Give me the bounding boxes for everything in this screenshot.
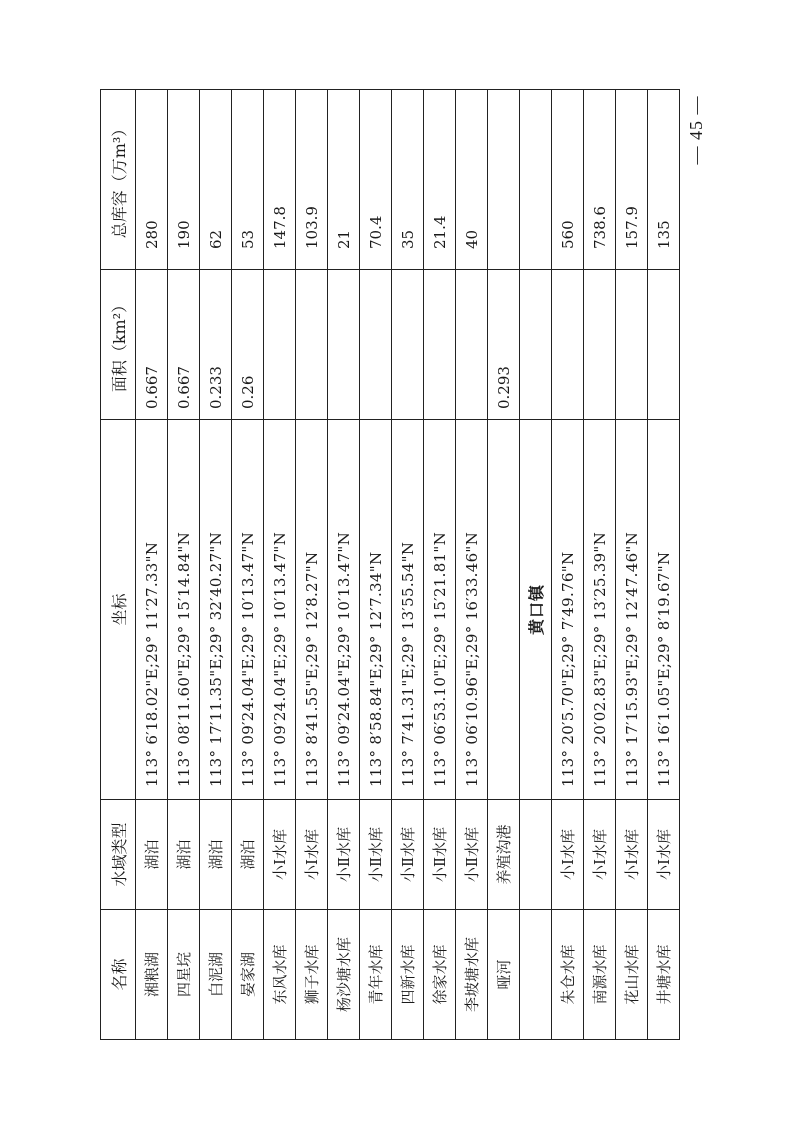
table-row [328,90,360,1040]
cell-coord: 113° 09′24.04"E;29° 10′13.47"N [232,420,264,800]
cell-type: 小Ⅱ水库 [328,800,360,910]
cell-name: 四新水库 [392,910,424,1040]
water-body-table [100,89,680,1040]
cell-area [648,270,680,420]
cell-capacity: 560 [552,90,584,270]
town-header: 黄口镇 [520,420,552,800]
table-row [296,90,328,1040]
cell-capacity: 70.4 [360,90,392,270]
cell-name: 徐家水库 [424,910,456,1040]
table-header-row [101,90,136,1040]
cell-name: 狮子水库 [296,910,328,1040]
table-row [488,90,520,1040]
cell-type: 养殖沟港 [488,800,520,910]
cell-capacity: 280 [136,90,168,270]
cell-name: 井塘水库 [648,910,680,1040]
town-blank-cell [520,800,552,910]
page-number: — 45 — [686,95,706,165]
cell-type: 小Ⅰ水库 [584,800,616,910]
table-row [424,90,456,1040]
table-row [200,90,232,1040]
cell-capacity: 35 [392,90,424,270]
cell-area: 0.293 [488,270,520,420]
cell-name: 朱仓水库 [552,910,584,1040]
town-blank-cell [520,90,552,270]
cell-area: 0.667 [136,270,168,420]
cell-type: 湖泊 [232,800,264,910]
cell-coord: 113° 09′24.04"E;29° 10′13.47"N [328,420,360,800]
cell-capacity: 40 [456,90,488,270]
table-row [264,90,296,1040]
cell-type: 小Ⅱ水库 [424,800,456,910]
cell-capacity: 190 [168,90,200,270]
cell-coord: 113° 17′11.35"E;29° 32′40.27"N [200,420,232,800]
cell-capacity: 62 [200,90,232,270]
town-header-row [520,90,552,1040]
rotated-table-container [100,90,673,1040]
cell-type: 小Ⅰ水库 [296,800,328,910]
cell-coord: 113° 17′15.93"E;29° 12′47.46"N [616,420,648,800]
cell-capacity: 103.9 [296,90,328,270]
table-row [392,90,424,1040]
table-row [648,90,680,1040]
cell-name: 李坡塘水库 [456,910,488,1040]
table-row [616,90,648,1040]
cell-type: 小Ⅱ水库 [456,800,488,910]
cell-area [360,270,392,420]
rows-after [552,90,680,1040]
cell-capacity: 157.9 [616,90,648,270]
cell-area: 0.233 [200,270,232,420]
cell-name: 四星垸 [168,910,200,1040]
table-row [232,90,264,1040]
cell-area [552,270,584,420]
cell-area [264,270,296,420]
table-row [360,90,392,1040]
cell-coord: 113° 8′41.55"E;29° 12′8.27"N [296,420,328,800]
cell-type: 小Ⅰ水库 [648,800,680,910]
header-area: 面积（km²） [101,270,136,420]
cell-name: 东风水库 [264,910,296,1040]
header-name: 名称 [101,910,136,1040]
cell-coord: 113° 06′10.96"E;29° 16′33.46"N [456,420,488,800]
cell-name: 白泥湖 [200,910,232,1040]
cell-capacity: 53 [232,90,264,270]
cell-area [392,270,424,420]
cell-area: 0.26 [232,270,264,420]
cell-area [616,270,648,420]
cell-name: 南源水库 [584,910,616,1040]
cell-type: 小Ⅱ水库 [392,800,424,910]
cell-area [456,270,488,420]
town-blank-cell [520,270,552,420]
cell-type: 湖泊 [168,800,200,910]
cell-type: 湖泊 [200,800,232,910]
table-row [552,90,584,1040]
cell-capacity: 21.4 [424,90,456,270]
cell-coord: 113° 6′18.02"E;29° 11′27.33"N [136,420,168,800]
town-blank-cell [520,910,552,1040]
cell-capacity [488,90,520,270]
table-row [584,90,616,1040]
cell-coord: 113° 20′5.70"E;29° 7′49.76"N [552,420,584,800]
header-type: 水域类型 [101,800,136,910]
cell-name: 杨沙塘水库 [328,910,360,1040]
cell-type: 湖泊 [136,800,168,910]
cell-type: 小Ⅰ水库 [264,800,296,910]
cell-capacity: 135 [648,90,680,270]
cell-area [584,270,616,420]
cell-coord: 113° 16′1.05"E;29° 8′19.67"N [648,420,680,800]
cell-name: 湘粮湖 [136,910,168,1040]
cell-name: 晏家湖 [232,910,264,1040]
header-capacity: 总库容（万m³） [101,90,136,270]
table-row [456,90,488,1040]
cell-coord: 113° 08′11.60"E;29° 15′14.84"N [168,420,200,800]
table-row [168,90,200,1040]
table-row [136,90,168,1040]
cell-area [424,270,456,420]
cell-coord [488,420,520,800]
cell-capacity: 738.6 [584,90,616,270]
cell-area [296,270,328,420]
rows-before [136,90,520,1040]
cell-type: 小Ⅰ水库 [616,800,648,910]
cell-area: 0.667 [168,270,200,420]
cell-coord: 113° 20′02.83"E;29° 13′25.39"N [584,420,616,800]
cell-capacity: 21 [328,90,360,270]
cell-name: 花山水库 [616,910,648,1040]
cell-area [328,270,360,420]
cell-coord: 113° 8′58.84"E;29° 12′7.34"N [360,420,392,800]
header-coord: 坐标 [101,420,136,800]
cell-capacity: 147.8 [264,90,296,270]
cell-coord: 113° 09′24.04"E;29° 10′13.47"N [264,420,296,800]
cell-type: 小Ⅰ水库 [552,800,584,910]
cell-coord: 113° 7′41.31"E;29° 13′55.54"N [392,420,424,800]
cell-coord: 113° 06′53.10"E;29° 15′21.81"N [424,420,456,800]
page-number-wrap [686,95,716,165]
cell-name: 青年水库 [360,910,392,1040]
cell-name: 哑河 [488,910,520,1040]
cell-type: 小Ⅱ水库 [360,800,392,910]
